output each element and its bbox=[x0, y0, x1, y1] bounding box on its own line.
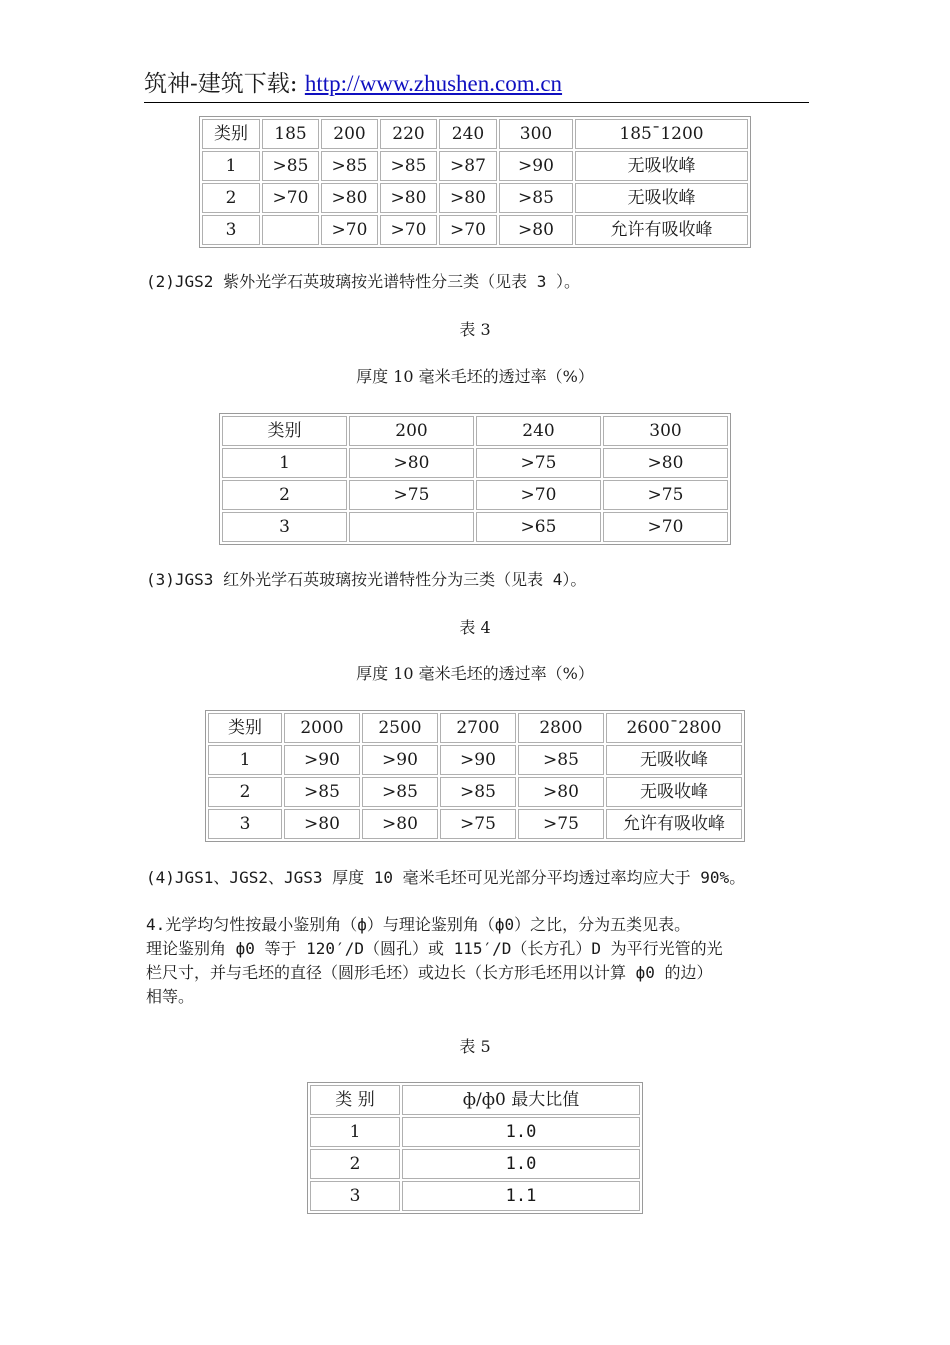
table-cell: >70 bbox=[476, 480, 601, 510]
header-cell: ф/ф0 最大比值 bbox=[402, 1085, 640, 1115]
header-cell: 240 bbox=[476, 416, 601, 446]
table-header-row bbox=[202, 119, 748, 149]
table-cell: 3 bbox=[208, 809, 282, 839]
table-row bbox=[310, 1149, 640, 1179]
table-cell: >90 bbox=[362, 745, 438, 775]
header-cell: 200 bbox=[321, 119, 378, 149]
table-cell: 1 bbox=[310, 1117, 400, 1147]
table-cell: 无吸收峰 bbox=[575, 151, 748, 181]
table-cell: >85 bbox=[518, 745, 604, 775]
table-row bbox=[222, 512, 728, 542]
table-4-caption: 表 4 bbox=[459, 618, 491, 637]
table-cell: >90 bbox=[499, 151, 573, 181]
table-row bbox=[202, 151, 748, 181]
table-cell: 3 bbox=[202, 215, 260, 245]
table-header-row bbox=[222, 416, 728, 446]
paragraph-optical-uniformity bbox=[146, 913, 723, 1009]
table-cell: >80 bbox=[518, 777, 604, 807]
table-cell: >80 bbox=[603, 448, 728, 478]
header-cell: 240 bbox=[439, 119, 497, 149]
table-cell: >85 bbox=[262, 151, 319, 181]
table-cell bbox=[262, 215, 319, 245]
paragraph-line: 理论鉴别角 ф0 等于 120′/D（圆孔）或 115′/D（长方孔）D 为平行光管的光 bbox=[146, 939, 723, 958]
table-cell: >75 bbox=[349, 480, 474, 510]
site-name: 筑神-建筑下载: bbox=[144, 71, 305, 97]
table-3 bbox=[219, 413, 731, 545]
table-cell: >85 bbox=[321, 151, 378, 181]
table-cell: >80 bbox=[349, 448, 474, 478]
header-cell: 200 bbox=[349, 416, 474, 446]
table-row bbox=[208, 809, 742, 839]
table-cell: >75 bbox=[476, 448, 601, 478]
table-cell: >70 bbox=[603, 512, 728, 542]
table-row bbox=[208, 777, 742, 807]
table-cell: 2 bbox=[202, 183, 260, 213]
header-cell: 2700 bbox=[440, 713, 516, 743]
table-cell: >75 bbox=[440, 809, 516, 839]
table-row bbox=[202, 183, 748, 213]
page-header bbox=[144, 66, 809, 103]
paragraph-visible-transmittance: (4)JGS1、JGS2、JGS3 厚度 10 毫米毛坯可见光部分平均透过率均应大于 90%。 bbox=[146, 868, 746, 887]
paragraph-line: 相等。 bbox=[146, 987, 195, 1006]
table-4 bbox=[205, 710, 745, 842]
table-cell: >80 bbox=[380, 183, 437, 213]
table-cell: >85 bbox=[380, 151, 437, 181]
table-cell: >70 bbox=[262, 183, 319, 213]
header-cell: 300 bbox=[603, 416, 728, 446]
table-cell: 1.0 bbox=[402, 1117, 640, 1147]
header-cell: 2600¯2800 bbox=[606, 713, 742, 743]
paragraph-line: 4.光学均匀性按最小鉴别角（ф）与理论鉴别角（ф0）之比，分为五类见表。 bbox=[146, 915, 691, 934]
table-row bbox=[310, 1181, 640, 1211]
table-cell bbox=[349, 512, 474, 542]
header-cell: 220 bbox=[380, 119, 437, 149]
table-cell: >80 bbox=[499, 215, 573, 245]
table-cell: 允许有吸收峰 bbox=[606, 809, 742, 839]
table-header-row bbox=[310, 1085, 640, 1115]
header-cell: 2800 bbox=[518, 713, 604, 743]
header-cell: 类别 bbox=[202, 119, 260, 149]
header-cell: 类 别 bbox=[310, 1085, 400, 1115]
table-cell: >80 bbox=[284, 809, 360, 839]
table-cell: >70 bbox=[321, 215, 378, 245]
table-cell: 2 bbox=[222, 480, 347, 510]
paragraph-jgs2: (2)JGS2 紫外光学石英玻璃按光谱特性分三类（见表 3 ）。 bbox=[146, 272, 580, 291]
header-cell: 300 bbox=[499, 119, 573, 149]
paragraph-line: 栏尺寸，并与毛坯的直径（圆形毛坯）或边长（长方形毛坯用以计算 ф0 的边） bbox=[146, 963, 713, 982]
table-row bbox=[310, 1117, 640, 1147]
header-cell: 185¯1200 bbox=[575, 119, 748, 149]
table-cell: >90 bbox=[440, 745, 516, 775]
table-cell: >70 bbox=[380, 215, 437, 245]
table-cell: >80 bbox=[439, 183, 497, 213]
table-cell: >85 bbox=[440, 777, 516, 807]
table-cell: >85 bbox=[499, 183, 573, 213]
table-cell: 1.1 bbox=[402, 1181, 640, 1211]
site-link[interactable]: http://www.zhushen.com.cn bbox=[304, 71, 563, 96]
table-cell: 无吸收峰 bbox=[606, 777, 742, 807]
table-row bbox=[222, 480, 728, 510]
table-cell: 2 bbox=[208, 777, 282, 807]
table-cell: >85 bbox=[284, 777, 360, 807]
table-cell: >90 bbox=[284, 745, 360, 775]
header-cell: 2000 bbox=[284, 713, 360, 743]
header-cell: 类别 bbox=[208, 713, 282, 743]
table-cell: 3 bbox=[310, 1181, 400, 1211]
table-cell: 1 bbox=[222, 448, 347, 478]
header-cell: 185 bbox=[262, 119, 319, 149]
table-cell: 1 bbox=[202, 151, 260, 181]
table-row bbox=[222, 448, 728, 478]
table-cell: >70 bbox=[439, 215, 497, 245]
table-row bbox=[202, 215, 748, 245]
table-cell: 允许有吸收峰 bbox=[575, 215, 748, 245]
table-3-caption: 表 3 bbox=[459, 320, 491, 339]
paragraph-jgs3: (3)JGS3 红外光学石英玻璃按光谱特性分为三类（见表 4）。 bbox=[146, 570, 587, 589]
table-cell: 3 bbox=[222, 512, 347, 542]
table-cell: >75 bbox=[603, 480, 728, 510]
table-row bbox=[208, 745, 742, 775]
table-4-subtitle: 厚度 10 毫米毛坯的透过率（%） bbox=[356, 664, 594, 683]
table-header-row bbox=[208, 713, 742, 743]
header-cell: 类别 bbox=[222, 416, 347, 446]
table-cell: >65 bbox=[476, 512, 601, 542]
table-5-caption: 表 5 bbox=[459, 1037, 491, 1056]
table-cell: 1 bbox=[208, 745, 282, 775]
table-cell: 无吸收峰 bbox=[575, 183, 748, 213]
table-cell: >85 bbox=[362, 777, 438, 807]
table-cell: 1.0 bbox=[402, 1149, 640, 1179]
table-3-subtitle: 厚度 10 毫米毛坯的透过率（%） bbox=[356, 367, 594, 386]
table-1 bbox=[199, 116, 751, 248]
table-cell: 无吸收峰 bbox=[606, 745, 742, 775]
table-cell: >75 bbox=[518, 809, 604, 839]
table-5 bbox=[307, 1082, 643, 1214]
table-cell: >80 bbox=[321, 183, 378, 213]
table-cell: 2 bbox=[310, 1149, 400, 1179]
table-cell: >87 bbox=[439, 151, 497, 181]
table-cell: >80 bbox=[362, 809, 438, 839]
header-cell: 2500 bbox=[362, 713, 438, 743]
